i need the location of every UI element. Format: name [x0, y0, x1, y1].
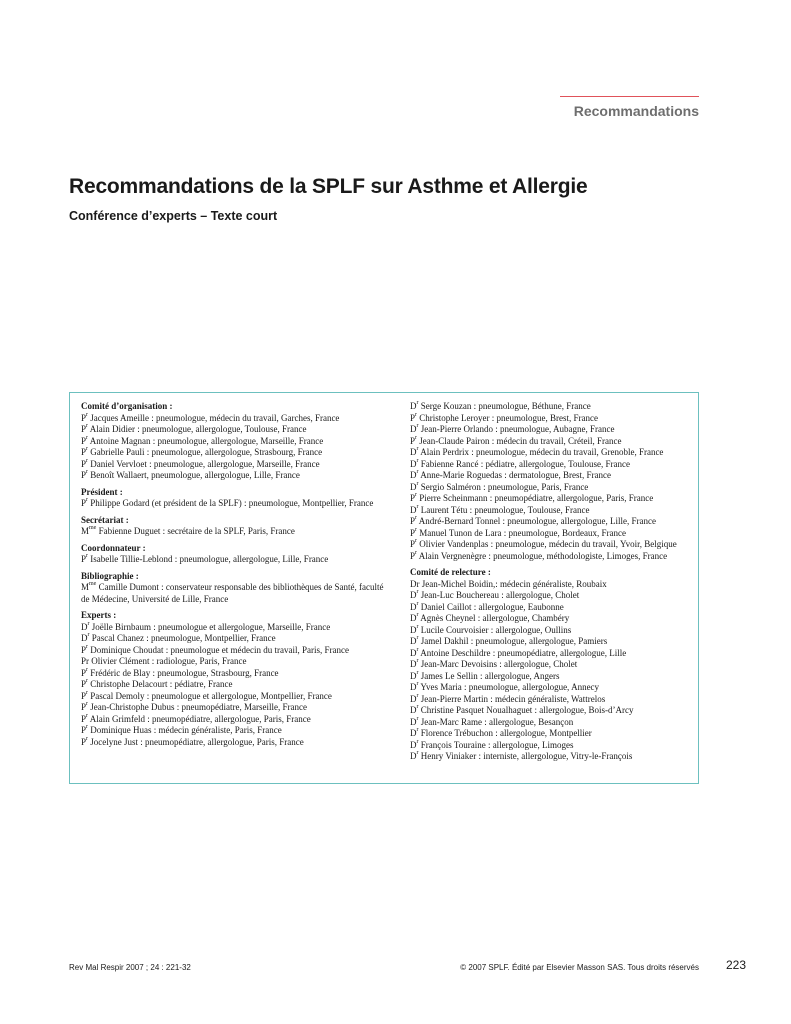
contributor-title-superscript: r	[86, 689, 89, 696]
contributor-entry	[410, 636, 696, 648]
contributor-entry	[410, 602, 696, 614]
committee-section	[410, 567, 696, 763]
contributors-box	[69, 392, 699, 784]
contributor-entry	[81, 702, 391, 714]
contributor-title-prefix: P	[81, 644, 87, 655]
contributor-entry	[81, 691, 391, 703]
contributor-details: Pierre Scheinmann : pneumopédiatre, allergologue, Paris, France	[417, 493, 654, 503]
contributor-details: Manuel Tunon de Lara : pneumologue, Bordeaux, France	[417, 527, 626, 538]
committee-section	[81, 401, 391, 482]
committee-section-title: Experts :	[81, 610, 117, 620]
contributor-entry	[81, 737, 391, 749]
contributor-details: Florence Trébuchon : allergologue, Montpellier	[418, 728, 592, 738]
contributor-details: Jean-Marc Devoisins : allergologue, Cholet	[418, 659, 578, 669]
contributor-title-prefix: D	[410, 470, 417, 480]
contributor-details: Olivier Vandenplas : pneumologue, médecin du travail, Yvoir, Belgique	[417, 539, 677, 549]
section-label: Recommandations	[573, 103, 699, 119]
contributor-entry	[81, 633, 391, 645]
contributor-title-superscript: r	[416, 681, 419, 687]
journal-reference: Rev Mal Respir 2007 ; 24 : 221-32	[69, 963, 191, 972]
contributor-entry	[81, 582, 391, 605]
contributor-title-prefix: D	[410, 636, 417, 646]
contributor-title-prefix: D	[410, 647, 417, 658]
contributor-entry	[81, 470, 391, 482]
contributor-title-prefix: P	[410, 550, 416, 561]
contributor-title-prefix: D	[410, 682, 417, 692]
contributor-title-prefix: P	[81, 725, 87, 735]
contributor-title-superscript: r	[415, 492, 418, 498]
contributor-title-superscript: r	[416, 692, 419, 699]
contributor-title-superscript: r	[86, 643, 89, 650]
contributors-right-column	[410, 401, 696, 763]
contributor-entry	[410, 516, 696, 528]
contributor-details: Joëlle Birnbaum : pneumologue et allergologue, Marseille, France	[89, 621, 331, 632]
contributors-left-column	[81, 401, 391, 748]
contributor-title-prefix: P	[81, 447, 87, 457]
contributor-title-prefix: D	[410, 659, 417, 669]
contributor-details: Philippe Godard (et président de la SPLF) : pneumologue, Montpellier, France	[88, 498, 374, 508]
contributor-title-prefix: P	[410, 493, 416, 503]
contributor-details: Dominique Huas : médecin généraliste, Paris, France	[88, 725, 282, 735]
contributor-title-prefix: P	[410, 435, 416, 446]
committee-section	[81, 515, 391, 538]
contributor-title-superscript: r	[416, 646, 419, 653]
contributor-entry	[81, 436, 391, 448]
contributor-title-prefix: P	[81, 554, 87, 564]
contributor-title-prefix: D	[410, 590, 417, 600]
contributor-entry	[410, 705, 696, 717]
header-rule	[560, 96, 699, 97]
contributor-details: Christophe Leroyer : pneumologue, Brest, France	[417, 412, 598, 423]
contributor-entry	[81, 554, 391, 566]
contributor-title-superscript: r	[416, 589, 419, 595]
contributor-title-superscript: r	[416, 715, 419, 722]
contributor-title-superscript: r	[415, 515, 418, 521]
contributor-title-prefix: D	[410, 728, 417, 738]
contributor-title-superscript: r	[416, 469, 419, 475]
contributor-title-superscript: r	[86, 457, 89, 464]
contributor-title-prefix: D	[410, 693, 417, 704]
contributor-details: Jean-Christophe Dubus : pneumopédiatre, Marseille, France	[88, 702, 307, 712]
contributor-title-superscript: r	[86, 469, 89, 475]
contributor-title-prefix: P	[81, 702, 87, 712]
contributor-entry	[410, 551, 696, 563]
contributor-title-prefix: D	[410, 624, 417, 635]
contributor-details: Isabelle Tillie-Leblond : pneumologue, allergologue, Lille, France	[88, 554, 329, 564]
contributor-title-prefix: D	[81, 633, 88, 643]
contributor-details: Antoine Magnan : pneumologue, allergologue, Marseille, France	[88, 435, 324, 446]
contributor-details: Jean-Marc Rame : allergologue, Besançon	[418, 716, 574, 727]
contributor-title-superscript: r	[416, 704, 419, 710]
contributor-entry	[410, 717, 696, 729]
contributor-details: Jamel Dakhil : pneumologue, allergologue, Pamiers	[418, 636, 608, 646]
contributor-title-prefix: D	[410, 705, 417, 715]
contributor-entry	[410, 740, 696, 752]
contributor-title-prefix: P	[410, 412, 416, 423]
contributor-entry	[410, 424, 696, 436]
contributor-entry	[81, 714, 391, 726]
contributor-title-superscript: r	[86, 446, 89, 452]
contributor-entry	[410, 493, 696, 505]
contributor-details: André-Bernard Tonnel : pneumologue, allergologue, Lille, France	[417, 516, 656, 526]
contributor-details: Alain Perdrix : pneumologue, médecin du travail, Grenoble, France	[418, 447, 664, 457]
contributor-details: Christophe Delacourt : pédiatre, France	[88, 679, 233, 689]
contributor-details: Christine Pasquet Noualhaguet : allergologue, Bois-d’Arcy	[418, 705, 634, 715]
contributor-details: Anne-Marie Roguedas : dermatologue, Brest, France	[418, 470, 611, 480]
contributor-entry	[410, 447, 696, 459]
contributor-entry	[81, 679, 391, 691]
contributor-entry	[410, 682, 696, 694]
contributor-title-superscript: r	[86, 735, 89, 742]
contributor-title-superscript: r	[86, 701, 89, 707]
contributor-title-prefix: M	[81, 526, 90, 536]
committee-section	[81, 543, 391, 566]
contributor-title-superscript: r	[415, 411, 418, 418]
contributor-title-prefix: P	[410, 539, 416, 549]
contributor-entry	[410, 413, 696, 425]
contributor-title-superscript: r	[416, 635, 419, 641]
committee-section	[81, 610, 391, 748]
committee-section-title: Comité de relecture :	[410, 567, 491, 577]
contributor-entry	[410, 751, 696, 763]
contributor-details: Antoine Deschildre : pneumopédiatre, allergologue, Lille	[418, 647, 627, 658]
contributor-details: Jean-Michel Boidin,: médecin généraliste, Roubaix	[419, 578, 607, 589]
contributor-details: Fabienne Duguet : secrétaire de la SPLF, Paris, France	[96, 526, 295, 536]
committee-section-title: Bibliographie :	[81, 570, 139, 581]
contributor-details: Daniel Vervloet : pneumologue, allergologue, Marseille, France	[88, 458, 320, 469]
contributor-details: Jean-Pierre Martin : médecin généraliste, Wattrelos	[418, 693, 606, 704]
contributor-title-prefix: P	[81, 690, 87, 701]
contributor-entry	[410, 659, 696, 671]
contributor-entry	[81, 656, 391, 668]
contributor-entry	[410, 671, 696, 683]
contributor-title-prefix: Pr	[81, 656, 90, 666]
contributor-title-superscript: r	[86, 411, 89, 418]
contributor-title-prefix: D	[410, 481, 417, 492]
contributor-details: Laurent Tétu : pneumologue, Toulouse, France	[418, 504, 590, 515]
contributor-entry	[410, 728, 696, 740]
contributor-title-superscript: r	[86, 666, 89, 673]
contributor-title-superscript: r	[86, 497, 89, 503]
contributor-details: Jacques Ameille : pneumologue, médecin du travail, Garches, France	[88, 412, 340, 423]
committee-section-title: Secrétariat :	[81, 514, 129, 525]
contributor-title-prefix: D	[410, 739, 417, 750]
contributor-entry	[410, 694, 696, 706]
contributor-details: Yves Maria : pneumologue, allergologue, Annecy	[418, 682, 600, 692]
contributor-title-superscript: r	[416, 669, 419, 676]
contributor-entry	[410, 625, 696, 637]
contributor-title-superscript: r	[415, 538, 418, 544]
copyright-notice: © 2007 SPLF. Édité par Elsevier Masson SAS. Tous droits réservés	[460, 963, 699, 972]
contributor-title-prefix: P	[81, 470, 87, 480]
contributor-title-prefix: D	[81, 621, 88, 632]
contributor-entry	[81, 459, 391, 471]
contributor-entry	[410, 590, 696, 602]
contributor-entry	[410, 648, 696, 660]
contributor-title-superscript: r	[416, 480, 419, 487]
contributor-title-superscript: r	[416, 423, 419, 429]
contributor-details: Camille Dumont : conservateur responsable des bibliothèques de Santé, faculté de Médecine, Université de Lille, France	[81, 582, 384, 604]
committee-section-title: Comité d’organisation :	[81, 401, 173, 411]
contributor-title-superscript: r	[416, 457, 419, 464]
contributor-title-superscript: r	[416, 446, 419, 452]
contributor-title-superscript: r	[415, 526, 418, 533]
contributor-entry	[410, 613, 696, 625]
contributor-entry	[81, 526, 391, 538]
article-subtitle: Conférence d’experts – Texte court	[69, 209, 278, 223]
contributor-title-prefix: D	[410, 601, 417, 612]
contributor-title-prefix: P	[81, 424, 87, 434]
contributor-entry	[410, 505, 696, 517]
contributor-entry	[410, 579, 696, 591]
contributor-title-superscript: me	[89, 525, 97, 531]
contributor-title-superscript: r	[415, 434, 418, 441]
contributor-title-superscript: r	[87, 632, 90, 638]
contributor-details: Daniel Caillot : allergologue, Eaubonne	[418, 601, 564, 612]
contributor-title-prefix: P	[410, 527, 416, 538]
contributor-details: Gabrielle Pauli : pneumologue, allergologue, Strasbourg, France	[88, 447, 323, 457]
committee-section-title: Président :	[81, 486, 123, 497]
page-number: 223	[725, 958, 746, 972]
contributor-title-prefix: D	[410, 504, 417, 515]
contributor-details: Alain Grimfeld : pneumopédiatre, allergologue, Paris, France	[88, 713, 311, 724]
contributor-details: Henry Viniaker : interniste, allergologue, Vitry-le-François	[418, 751, 633, 761]
contributor-entry	[410, 528, 696, 540]
contributor-details: Jean-Pierre Orlando : pneumologue, Aubagne, France	[418, 424, 615, 434]
contributor-title-superscript: r	[416, 750, 419, 756]
committee-section	[81, 487, 391, 510]
contributor-title-superscript: r	[86, 423, 89, 429]
contributor-details: Fabienne Rancé : pédiatre, allergologue, Toulouse, France	[418, 458, 630, 469]
contributor-details: Pascal Chanez : pneumologue, Montpellier, France	[89, 633, 276, 643]
contributor-title-superscript: r	[416, 612, 419, 618]
contributor-title-prefix: P	[81, 736, 87, 747]
contributor-entry	[81, 413, 391, 425]
contributor-details: Jean-Claude Pairon : médecin du travail, Créteil, France	[417, 435, 622, 446]
contributor-title-superscript: me	[89, 581, 97, 587]
contributor-title-superscript: r	[416, 658, 419, 664]
contributor-title-superscript: r	[86, 724, 89, 730]
contributor-details: Lucile Courvoisier : allergologue, Oullins	[418, 624, 572, 635]
contributor-entry	[410, 470, 696, 482]
contributor-title-prefix: D	[410, 751, 417, 761]
contributor-entry	[81, 622, 391, 634]
contributor-title-prefix: P	[81, 713, 87, 724]
contributor-entry	[81, 645, 391, 657]
contributor-entry	[81, 424, 391, 436]
contributor-title-prefix: P	[81, 435, 87, 446]
contributor-title-superscript: r	[416, 738, 419, 745]
contributor-details: François Touraine : allergologue, Limoges	[418, 739, 574, 750]
contributor-title-superscript: r	[416, 727, 419, 733]
contributor-details: Pascal Demoly : pneumologue et allergologue, Montpellier, France	[88, 690, 332, 701]
contributor-title-prefix: D	[410, 401, 417, 411]
contributor-details: Olivier Clément : radiologue, Paris, France	[89, 656, 247, 666]
contributor-title-prefix: D	[410, 716, 417, 727]
committee-section	[81, 571, 391, 606]
contributor-title-superscript: r	[416, 503, 419, 510]
committee-section	[410, 401, 696, 562]
contributor-details: Jean-Luc Bouchereau : allergologue, Cholet	[418, 590, 580, 600]
contributor-details: Alain Didier : pneumologue, allergologue, Toulouse, France	[88, 424, 307, 434]
article-title: Recommandations de la SPLF sur Asthme et Allergie	[69, 175, 588, 198]
contributor-title-prefix: D	[410, 424, 417, 434]
contributor-title-prefix: D	[410, 458, 417, 469]
contributor-title-prefix: P	[81, 498, 87, 508]
contributor-title-superscript: r	[86, 678, 89, 684]
contributor-title-superscript: r	[415, 549, 418, 556]
contributor-details: Frédéric de Blay : pneumologue, Strasbourg, France	[88, 667, 279, 678]
contributor-title-prefix: D	[410, 447, 417, 457]
contributor-title-prefix: P	[81, 667, 87, 678]
contributor-entry	[410, 539, 696, 551]
contributor-details: Serge Kouzan : pneumologue, Béthune, France	[418, 401, 591, 411]
contributor-details: Jocelyne Just : pneumopédiatre, allergologue, Paris, France	[88, 736, 304, 747]
contributor-title-prefix: P	[81, 412, 87, 423]
contributor-title-prefix: P	[81, 679, 87, 689]
contributor-entry	[410, 459, 696, 471]
contributor-entry	[410, 436, 696, 448]
contributor-title-superscript: r	[86, 434, 89, 441]
contributor-details: Sergio Salméron : pneumologue, Paris, France	[418, 481, 589, 492]
contributor-title-superscript: r	[416, 400, 419, 406]
contributor-details: Benoît Wallaert, pneumologue, allergologue, Lille, France	[88, 470, 300, 480]
contributor-entry	[410, 482, 696, 494]
contributor-details: Alain Vergnenègre : pneumologue, méthodologiste, Limoges, France	[417, 550, 668, 561]
contributor-entry	[81, 725, 391, 737]
committee-section-title: Coordonnateur :	[81, 542, 146, 553]
contributor-title-prefix: M	[81, 582, 90, 592]
contributor-title-prefix: P	[81, 458, 87, 469]
contributor-title-prefix: P	[410, 516, 416, 526]
contributor-title-prefix: Dr	[410, 578, 420, 589]
contributor-title-superscript: r	[86, 712, 89, 719]
contributor-title-prefix: D	[410, 613, 417, 623]
contributor-title-superscript: r	[86, 553, 89, 559]
contributor-entry	[81, 668, 391, 680]
contributor-title-superscript: r	[416, 623, 419, 630]
contributor-details: James Le Sellin : allergologue, Angers	[418, 670, 560, 681]
contributor-title-prefix: D	[410, 670, 417, 681]
contributor-entry	[81, 447, 391, 459]
contributor-details: Agnès Cheynel : allergologue, Chambéry	[418, 613, 570, 623]
contributor-entry	[410, 401, 696, 413]
contributor-entry	[81, 498, 391, 510]
contributor-details: Dominique Choudat : pneumologue et médecin du travail, Paris, France	[88, 644, 349, 655]
contributor-title-superscript: r	[416, 600, 419, 607]
contributor-title-superscript: r	[87, 620, 90, 627]
